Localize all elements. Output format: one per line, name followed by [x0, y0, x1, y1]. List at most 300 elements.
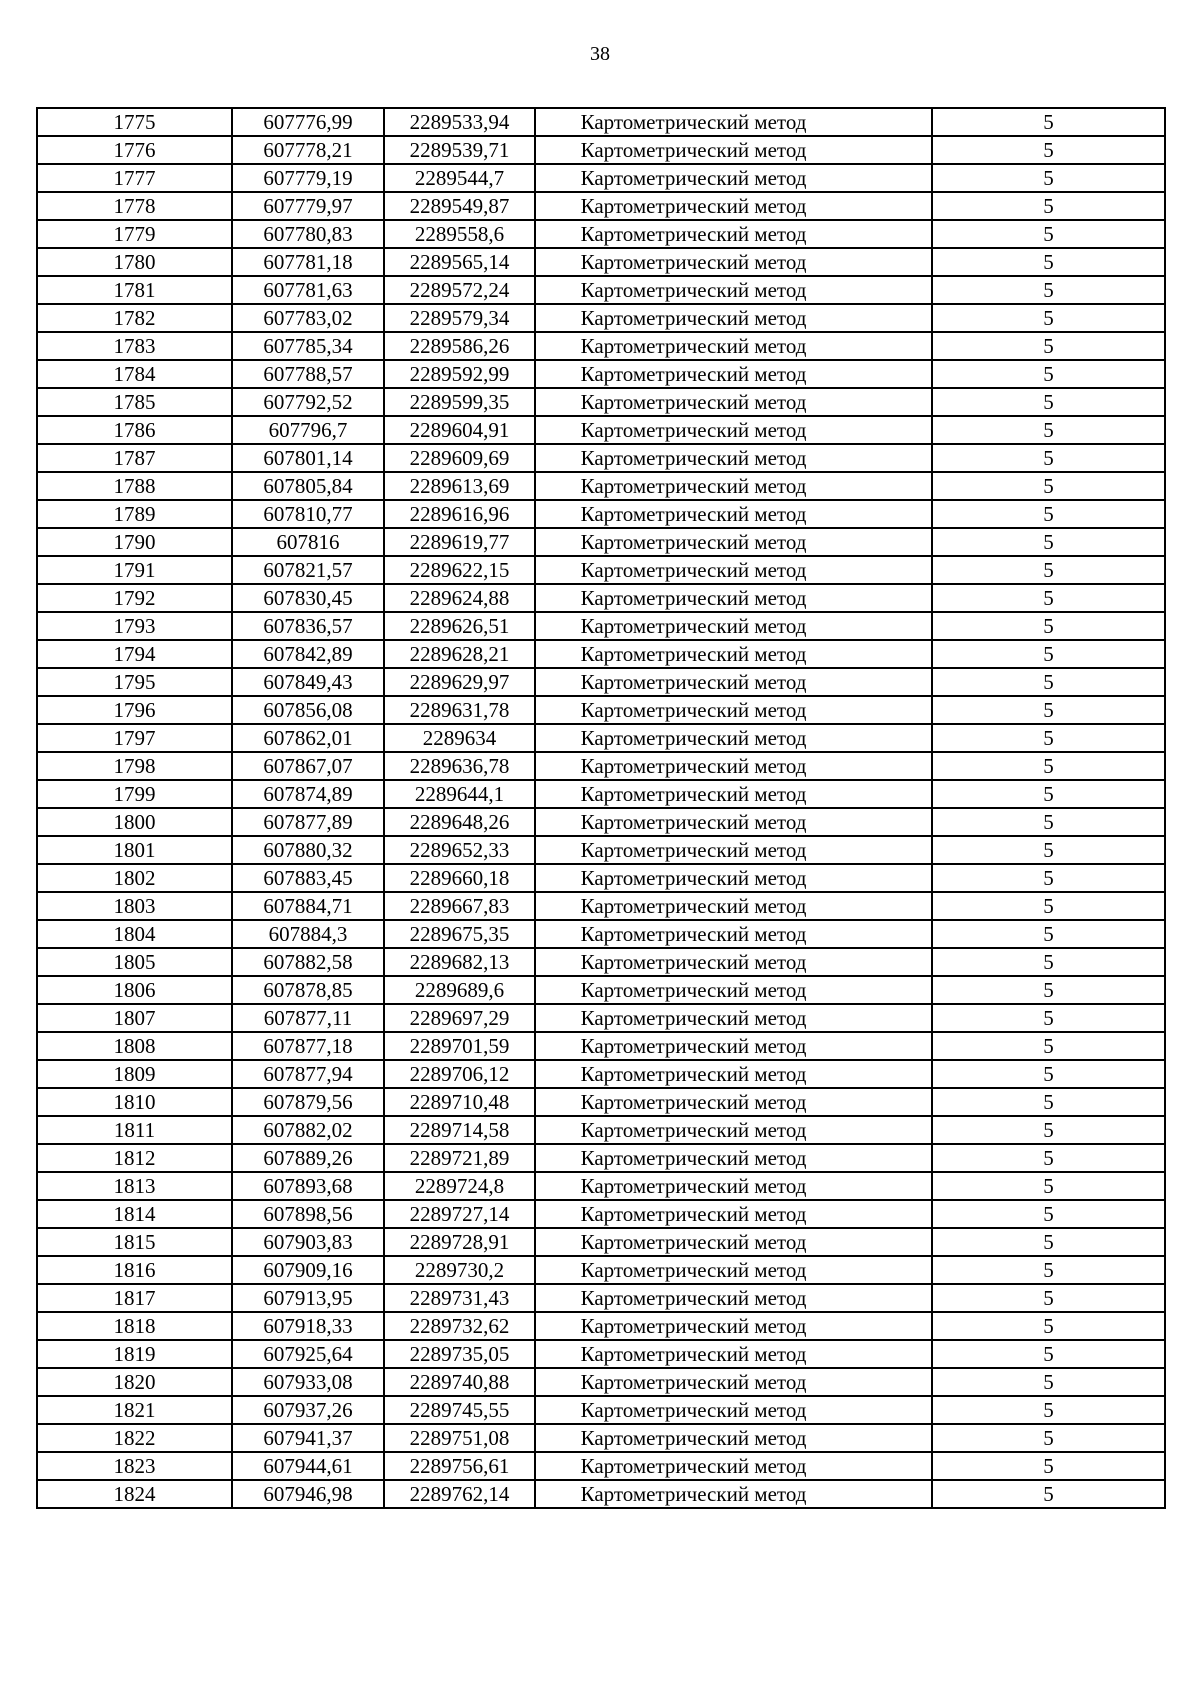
x-coordinate-cell: 607785,34	[232, 332, 384, 360]
y-coordinate-cell: 2289751,08	[384, 1424, 535, 1452]
accuracy-cell: 5	[932, 416, 1165, 444]
x-coordinate-cell: 607874,89	[232, 780, 384, 808]
x-coordinate-cell: 607781,63	[232, 276, 384, 304]
x-coordinate-cell: 607779,97	[232, 192, 384, 220]
x-coordinate-cell: 607933,08	[232, 1368, 384, 1396]
point-number-cell: 1799	[37, 780, 232, 808]
method-cell: Картометрический метод	[535, 752, 932, 780]
table-row	[37, 1424, 1165, 1452]
y-coordinate-cell: 2289756,61	[384, 1452, 535, 1480]
table-row	[37, 948, 1165, 976]
accuracy-cell: 5	[932, 1144, 1165, 1172]
table-row	[37, 1032, 1165, 1060]
table-row	[37, 1088, 1165, 1116]
method-cell: Картометрический метод	[535, 1480, 932, 1508]
y-coordinate-cell: 2289572,24	[384, 276, 535, 304]
point-number-cell: 1808	[37, 1032, 232, 1060]
accuracy-cell: 5	[932, 724, 1165, 752]
method-cell: Картометрический метод	[535, 1396, 932, 1424]
y-coordinate-cell: 2289740,88	[384, 1368, 535, 1396]
method-cell: Картометрический метод	[535, 1144, 932, 1172]
point-number-cell: 1811	[37, 1116, 232, 1144]
accuracy-cell: 5	[932, 1480, 1165, 1508]
table-row	[37, 360, 1165, 388]
y-coordinate-cell: 2289634	[384, 724, 535, 752]
point-number-cell: 1812	[37, 1144, 232, 1172]
table-row	[37, 1340, 1165, 1368]
x-coordinate-cell: 607913,95	[232, 1284, 384, 1312]
method-cell: Картометрический метод	[535, 1200, 932, 1228]
point-number-cell: 1775	[37, 108, 232, 136]
y-coordinate-cell: 2289727,14	[384, 1200, 535, 1228]
table-row	[37, 640, 1165, 668]
x-coordinate-cell: 607877,94	[232, 1060, 384, 1088]
table-row	[37, 1200, 1165, 1228]
x-coordinate-cell: 607780,83	[232, 220, 384, 248]
point-number-cell: 1806	[37, 976, 232, 1004]
accuracy-cell: 5	[932, 1424, 1165, 1452]
table-row	[37, 584, 1165, 612]
y-coordinate-cell: 2289592,99	[384, 360, 535, 388]
y-coordinate-cell: 2289624,88	[384, 584, 535, 612]
accuracy-cell: 5	[932, 976, 1165, 1004]
x-coordinate-cell: 607830,45	[232, 584, 384, 612]
y-coordinate-cell: 2289533,94	[384, 108, 535, 136]
point-number-cell: 1821	[37, 1396, 232, 1424]
method-cell: Картометрический метод	[535, 1312, 932, 1340]
point-number-cell: 1822	[37, 1424, 232, 1452]
point-number-cell: 1784	[37, 360, 232, 388]
y-coordinate-cell: 2289648,26	[384, 808, 535, 836]
table-row	[37, 1480, 1165, 1508]
x-coordinate-cell: 607903,83	[232, 1228, 384, 1256]
point-number-cell: 1796	[37, 696, 232, 724]
method-cell: Картометрический метод	[535, 500, 932, 528]
point-number-cell: 1780	[37, 248, 232, 276]
point-number-cell: 1813	[37, 1172, 232, 1200]
table-row	[37, 500, 1165, 528]
x-coordinate-cell: 607877,18	[232, 1032, 384, 1060]
y-coordinate-cell: 2289745,55	[384, 1396, 535, 1424]
method-cell: Картометрический метод	[535, 640, 932, 668]
accuracy-cell: 5	[932, 696, 1165, 724]
y-coordinate-cell: 2289660,18	[384, 864, 535, 892]
y-coordinate-cell: 2289682,13	[384, 948, 535, 976]
accuracy-cell: 5	[932, 164, 1165, 192]
y-coordinate-cell: 2289619,77	[384, 528, 535, 556]
accuracy-cell: 5	[932, 1340, 1165, 1368]
y-coordinate-cell: 2289626,51	[384, 612, 535, 640]
method-cell: Картометрический метод	[535, 304, 932, 332]
method-cell: Картометрический метод	[535, 1060, 932, 1088]
table-row	[37, 528, 1165, 556]
point-number-cell: 1783	[37, 332, 232, 360]
table-row	[37, 304, 1165, 332]
y-coordinate-cell: 2289628,21	[384, 640, 535, 668]
point-number-cell: 1804	[37, 920, 232, 948]
method-cell: Картометрический метод	[535, 1284, 932, 1312]
x-coordinate-cell: 607884,3	[232, 920, 384, 948]
accuracy-cell: 5	[932, 220, 1165, 248]
table-row	[37, 192, 1165, 220]
accuracy-cell: 5	[932, 1228, 1165, 1256]
accuracy-cell: 5	[932, 304, 1165, 332]
accuracy-cell: 5	[932, 332, 1165, 360]
method-cell: Картометрический метод	[535, 808, 932, 836]
accuracy-cell: 5	[932, 780, 1165, 808]
method-cell: Картометрический метод	[535, 192, 932, 220]
method-cell: Картометрический метод	[535, 976, 932, 1004]
table-row	[37, 1312, 1165, 1340]
point-number-cell: 1817	[37, 1284, 232, 1312]
method-cell: Картометрический метод	[535, 444, 932, 472]
method-cell: Картометрический метод	[535, 584, 932, 612]
y-coordinate-cell: 2289609,69	[384, 444, 535, 472]
method-cell: Картометрический метод	[535, 948, 932, 976]
x-coordinate-cell: 607862,01	[232, 724, 384, 752]
point-number-cell: 1823	[37, 1452, 232, 1480]
x-coordinate-cell: 607810,77	[232, 500, 384, 528]
table-row	[37, 220, 1165, 248]
y-coordinate-cell: 2289730,2	[384, 1256, 535, 1284]
method-cell: Картометрический метод	[535, 220, 932, 248]
x-coordinate-cell: 607937,26	[232, 1396, 384, 1424]
accuracy-cell: 5	[932, 1172, 1165, 1200]
x-coordinate-cell: 607893,68	[232, 1172, 384, 1200]
table-row	[37, 724, 1165, 752]
method-cell: Картометрический метод	[535, 612, 932, 640]
y-coordinate-cell: 2289579,34	[384, 304, 535, 332]
y-coordinate-cell: 2289689,6	[384, 976, 535, 1004]
accuracy-cell: 5	[932, 752, 1165, 780]
accuracy-cell: 5	[932, 864, 1165, 892]
table-row	[37, 332, 1165, 360]
table-row	[37, 1004, 1165, 1032]
x-coordinate-cell: 607788,57	[232, 360, 384, 388]
method-cell: Картометрический метод	[535, 696, 932, 724]
point-number-cell: 1824	[37, 1480, 232, 1508]
y-coordinate-cell: 2289706,12	[384, 1060, 535, 1088]
point-number-cell: 1803	[37, 892, 232, 920]
accuracy-cell: 5	[932, 444, 1165, 472]
y-coordinate-cell: 2289667,83	[384, 892, 535, 920]
table-row	[37, 416, 1165, 444]
accuracy-cell: 5	[932, 276, 1165, 304]
x-coordinate-cell: 607925,64	[232, 1340, 384, 1368]
method-cell: Картометрический метод	[535, 780, 932, 808]
point-number-cell: 1807	[37, 1004, 232, 1032]
accuracy-cell: 5	[932, 136, 1165, 164]
y-coordinate-cell: 2289599,35	[384, 388, 535, 416]
x-coordinate-cell: 607805,84	[232, 472, 384, 500]
table-row	[37, 752, 1165, 780]
table-row	[37, 388, 1165, 416]
y-coordinate-cell: 2289762,14	[384, 1480, 535, 1508]
table-row	[37, 472, 1165, 500]
y-coordinate-cell: 2289710,48	[384, 1088, 535, 1116]
x-coordinate-cell: 607884,71	[232, 892, 384, 920]
accuracy-cell: 5	[932, 1312, 1165, 1340]
point-number-cell: 1800	[37, 808, 232, 836]
table-row	[37, 1256, 1165, 1284]
table-row	[37, 976, 1165, 1004]
accuracy-cell: 5	[932, 1032, 1165, 1060]
y-coordinate-cell: 2289732,62	[384, 1312, 535, 1340]
table-row	[37, 808, 1165, 836]
method-cell: Картометрический метод	[535, 472, 932, 500]
table-row	[37, 164, 1165, 192]
y-coordinate-cell: 2289714,58	[384, 1116, 535, 1144]
table-row	[37, 864, 1165, 892]
accuracy-cell: 5	[932, 1004, 1165, 1032]
table-row	[37, 1116, 1165, 1144]
point-number-cell: 1809	[37, 1060, 232, 1088]
point-number-cell: 1795	[37, 668, 232, 696]
point-number-cell: 1779	[37, 220, 232, 248]
table-row	[37, 1172, 1165, 1200]
method-cell: Картометрический метод	[535, 836, 932, 864]
point-number-cell: 1810	[37, 1088, 232, 1116]
point-number-cell: 1781	[37, 276, 232, 304]
x-coordinate-cell: 607941,37	[232, 1424, 384, 1452]
accuracy-cell: 5	[932, 500, 1165, 528]
table-row	[37, 276, 1165, 304]
x-coordinate-cell: 607946,98	[232, 1480, 384, 1508]
page-number: 38	[590, 43, 610, 65]
accuracy-cell: 5	[932, 1060, 1165, 1088]
y-coordinate-cell: 2289675,35	[384, 920, 535, 948]
point-number-cell: 1820	[37, 1368, 232, 1396]
method-cell: Картометрический метод	[535, 1256, 932, 1284]
method-cell: Картометрический метод	[535, 164, 932, 192]
table-row	[37, 892, 1165, 920]
table-row	[37, 612, 1165, 640]
table-row	[37, 696, 1165, 724]
table-row	[37, 248, 1165, 276]
x-coordinate-cell: 607880,32	[232, 836, 384, 864]
accuracy-cell: 5	[932, 192, 1165, 220]
method-cell: Картометрический метод	[535, 276, 932, 304]
point-number-cell: 1805	[37, 948, 232, 976]
x-coordinate-cell: 607816	[232, 528, 384, 556]
point-number-cell: 1794	[37, 640, 232, 668]
x-coordinate-cell: 607909,16	[232, 1256, 384, 1284]
point-number-cell: 1798	[37, 752, 232, 780]
y-coordinate-cell: 2289586,26	[384, 332, 535, 360]
accuracy-cell: 5	[932, 1200, 1165, 1228]
method-cell: Картометрический метод	[535, 108, 932, 136]
x-coordinate-cell: 607877,11	[232, 1004, 384, 1032]
accuracy-cell: 5	[932, 388, 1165, 416]
method-cell: Картометрический метод	[535, 556, 932, 584]
point-number-cell: 1790	[37, 528, 232, 556]
method-cell: Картометрический метод	[535, 388, 932, 416]
point-number-cell: 1802	[37, 864, 232, 892]
x-coordinate-cell: 607781,18	[232, 248, 384, 276]
y-coordinate-cell: 2289549,87	[384, 192, 535, 220]
point-number-cell: 1789	[37, 500, 232, 528]
accuracy-cell: 5	[932, 920, 1165, 948]
method-cell: Картометрический метод	[535, 1424, 932, 1452]
table-row	[37, 1144, 1165, 1172]
y-coordinate-cell: 2289544,7	[384, 164, 535, 192]
y-coordinate-cell: 2289631,78	[384, 696, 535, 724]
accuracy-cell: 5	[932, 1452, 1165, 1480]
x-coordinate-cell: 607849,43	[232, 668, 384, 696]
point-number-cell: 1782	[37, 304, 232, 332]
point-number-cell: 1776	[37, 136, 232, 164]
y-coordinate-cell: 2289644,1	[384, 780, 535, 808]
point-number-cell: 1792	[37, 584, 232, 612]
y-coordinate-cell: 2289613,69	[384, 472, 535, 500]
x-coordinate-cell: 607836,57	[232, 612, 384, 640]
accuracy-cell: 5	[932, 836, 1165, 864]
point-number-cell: 1797	[37, 724, 232, 752]
method-cell: Картометрический метод	[535, 1032, 932, 1060]
x-coordinate-cell: 607883,45	[232, 864, 384, 892]
point-number-cell: 1818	[37, 1312, 232, 1340]
table-row	[37, 1396, 1165, 1424]
table-row	[37, 444, 1165, 472]
table-row	[37, 1368, 1165, 1396]
accuracy-cell: 5	[932, 1396, 1165, 1424]
x-coordinate-cell: 607842,89	[232, 640, 384, 668]
table-row	[37, 780, 1165, 808]
x-coordinate-cell: 607889,26	[232, 1144, 384, 1172]
accuracy-cell: 5	[932, 1256, 1165, 1284]
point-number-cell: 1814	[37, 1200, 232, 1228]
table-row	[37, 108, 1165, 136]
accuracy-cell: 5	[932, 1284, 1165, 1312]
x-coordinate-cell: 607882,02	[232, 1116, 384, 1144]
method-cell: Картометрический метод	[535, 1340, 932, 1368]
x-coordinate-cell: 607856,08	[232, 696, 384, 724]
table-row	[37, 920, 1165, 948]
x-coordinate-cell: 607882,58	[232, 948, 384, 976]
point-number-cell: 1787	[37, 444, 232, 472]
y-coordinate-cell: 2289701,59	[384, 1032, 535, 1060]
coordinates-table-body	[37, 108, 1165, 1508]
y-coordinate-cell: 2289629,97	[384, 668, 535, 696]
table-row	[37, 668, 1165, 696]
y-coordinate-cell: 2289728,91	[384, 1228, 535, 1256]
y-coordinate-cell: 2289622,15	[384, 556, 535, 584]
point-number-cell: 1815	[37, 1228, 232, 1256]
x-coordinate-cell: 607821,57	[232, 556, 384, 584]
table-row	[37, 1284, 1165, 1312]
accuracy-cell: 5	[932, 1088, 1165, 1116]
method-cell: Картометрический метод	[535, 416, 932, 444]
accuracy-cell: 5	[932, 248, 1165, 276]
table-row	[37, 1060, 1165, 1088]
table-row	[37, 1452, 1165, 1480]
point-number-cell: 1785	[37, 388, 232, 416]
accuracy-cell: 5	[932, 556, 1165, 584]
method-cell: Картометрический метод	[535, 332, 932, 360]
x-coordinate-cell: 607944,61	[232, 1452, 384, 1480]
accuracy-cell: 5	[932, 640, 1165, 668]
accuracy-cell: 5	[932, 472, 1165, 500]
method-cell: Картометрический метод	[535, 1116, 932, 1144]
accuracy-cell: 5	[932, 892, 1165, 920]
y-coordinate-cell: 2289558,6	[384, 220, 535, 248]
method-cell: Картометрический метод	[535, 1004, 932, 1032]
table-row	[37, 836, 1165, 864]
method-cell: Картометрический метод	[535, 360, 932, 388]
method-cell: Картометрический метод	[535, 136, 932, 164]
y-coordinate-cell: 2289735,05	[384, 1340, 535, 1368]
table-row	[37, 136, 1165, 164]
method-cell: Картометрический метод	[535, 668, 932, 696]
point-number-cell: 1793	[37, 612, 232, 640]
x-coordinate-cell: 607879,56	[232, 1088, 384, 1116]
x-coordinate-cell: 607779,19	[232, 164, 384, 192]
method-cell: Картометрический метод	[535, 920, 932, 948]
y-coordinate-cell: 2289539,71	[384, 136, 535, 164]
accuracy-cell: 5	[932, 1116, 1165, 1144]
method-cell: Картометрический метод	[535, 892, 932, 920]
method-cell: Картометрический метод	[535, 1088, 932, 1116]
table-row	[37, 1228, 1165, 1256]
accuracy-cell: 5	[932, 1368, 1165, 1396]
accuracy-cell: 5	[932, 612, 1165, 640]
accuracy-cell: 5	[932, 360, 1165, 388]
x-coordinate-cell: 607867,07	[232, 752, 384, 780]
coordinates-table	[36, 107, 1166, 1509]
point-number-cell: 1791	[37, 556, 232, 584]
x-coordinate-cell: 607783,02	[232, 304, 384, 332]
y-coordinate-cell: 2289652,33	[384, 836, 535, 864]
point-number-cell: 1777	[37, 164, 232, 192]
x-coordinate-cell: 607796,7	[232, 416, 384, 444]
method-cell: Картометрический метод	[535, 248, 932, 276]
accuracy-cell: 5	[932, 808, 1165, 836]
accuracy-cell: 5	[932, 584, 1165, 612]
accuracy-cell: 5	[932, 108, 1165, 136]
accuracy-cell: 5	[932, 528, 1165, 556]
x-coordinate-cell: 607877,89	[232, 808, 384, 836]
y-coordinate-cell: 2289721,89	[384, 1144, 535, 1172]
point-number-cell: 1801	[37, 836, 232, 864]
method-cell: Картометрический метод	[535, 1368, 932, 1396]
table-row	[37, 556, 1165, 584]
x-coordinate-cell: 607778,21	[232, 136, 384, 164]
method-cell: Картометрический метод	[535, 1452, 932, 1480]
y-coordinate-cell: 2289616,96	[384, 500, 535, 528]
method-cell: Картометрический метод	[535, 864, 932, 892]
method-cell: Картометрический метод	[535, 1228, 932, 1256]
x-coordinate-cell: 607918,33	[232, 1312, 384, 1340]
x-coordinate-cell: 607898,56	[232, 1200, 384, 1228]
x-coordinate-cell: 607878,85	[232, 976, 384, 1004]
y-coordinate-cell: 2289604,91	[384, 416, 535, 444]
y-coordinate-cell: 2289731,43	[384, 1284, 535, 1312]
point-number-cell: 1788	[37, 472, 232, 500]
method-cell: Картометрический метод	[535, 1172, 932, 1200]
point-number-cell: 1786	[37, 416, 232, 444]
method-cell: Картометрический метод	[535, 724, 932, 752]
y-coordinate-cell: 2289565,14	[384, 248, 535, 276]
point-number-cell: 1778	[37, 192, 232, 220]
x-coordinate-cell: 607776,99	[232, 108, 384, 136]
point-number-cell: 1816	[37, 1256, 232, 1284]
x-coordinate-cell: 607801,14	[232, 444, 384, 472]
method-cell: Картометрический метод	[535, 528, 932, 556]
accuracy-cell: 5	[932, 668, 1165, 696]
x-coordinate-cell: 607792,52	[232, 388, 384, 416]
accuracy-cell: 5	[932, 948, 1165, 976]
y-coordinate-cell: 2289697,29	[384, 1004, 535, 1032]
